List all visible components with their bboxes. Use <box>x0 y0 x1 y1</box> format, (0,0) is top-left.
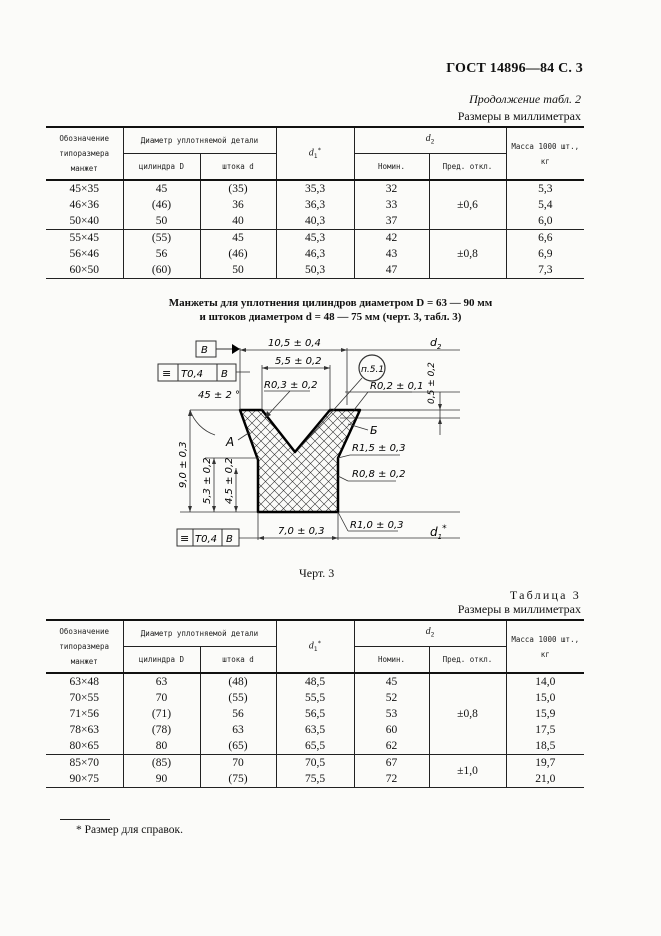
dim-r08: R0,8 ± 0,2 <box>352 469 406 480</box>
cell-d2: 52 <box>354 690 429 706</box>
dim-r15: R1,5 ± 0,3 <box>352 443 406 454</box>
cell-name: 90×75 <box>46 771 123 788</box>
cell-D: 80 <box>123 738 200 755</box>
cell-name: 80×65 <box>46 738 123 755</box>
col-diameter: Диаметр уплотняемой детали <box>123 620 276 647</box>
cell-d1: 70,5 <box>276 755 354 772</box>
cell-d: (35) <box>200 180 276 197</box>
col-d2: $d_2$ <box>354 620 506 647</box>
cell-dev: ±0,6 <box>429 180 506 230</box>
seal-cross-section-drawing <box>150 330 480 560</box>
cell-mass: 17,5 <box>506 722 584 738</box>
tol-val-top: Т0,4 <box>181 369 204 380</box>
cell-d1: 56,5 <box>276 706 354 722</box>
cell-d: 56 <box>200 706 276 722</box>
cell-D: 90 <box>123 771 200 788</box>
tol-ref-top: В <box>221 369 228 380</box>
col-diameter: Диаметр уплотняемой детали <box>123 127 276 154</box>
cell-mass: 5,4 <box>506 197 584 213</box>
cell-D: (85) <box>123 755 200 772</box>
table-row <box>46 180 584 197</box>
dim-d2: $d_2$ <box>430 336 442 351</box>
cell-dev: ±0,8 <box>429 230 506 279</box>
cell-mass: 21,0 <box>506 771 584 788</box>
table3-title: Таблица 3 <box>509 588 581 602</box>
cell-name: 46×36 <box>46 197 123 213</box>
cell-dev: ±0,8 <box>429 673 506 755</box>
col-cyl: цилиндра D <box>123 647 200 674</box>
cell-mass: 14,0 <box>506 673 584 690</box>
cell-d1: 48,5 <box>276 673 354 690</box>
cell-d2: 53 <box>354 706 429 722</box>
drawing-caption: Черт. 3 <box>299 566 335 580</box>
cell-d: (75) <box>200 771 276 788</box>
cell-dev: ±1,0 <box>429 755 506 788</box>
cell-name: 78×63 <box>46 722 123 738</box>
seal-profile <box>240 410 360 512</box>
col-designation: Обозначение типоразмера манжет <box>46 127 123 180</box>
col-d2: $d_2$ <box>354 127 506 154</box>
tol-sym-top: ≡ <box>162 367 172 380</box>
cell-D: (55) <box>123 230 200 247</box>
table-continuation-label: Продолжение табл. 2 <box>469 92 581 106</box>
cell-name: 60×50 <box>46 262 123 279</box>
table-row <box>46 755 584 772</box>
col-dev: Пред. откл. <box>429 154 506 181</box>
tol-ref-bottom: В <box>226 534 233 545</box>
cell-D: (71) <box>123 706 200 722</box>
col-nom: Номин. <box>354 647 429 674</box>
cell-d1: 45,3 <box>276 230 354 247</box>
col-mass: Масса 1000 шт., кг <box>506 127 584 180</box>
cell-d2: 43 <box>354 246 429 262</box>
cell-name: 85×70 <box>46 755 123 772</box>
cell-mass: 7,3 <box>506 262 584 279</box>
footnote-rule <box>60 819 110 820</box>
cell-d2: 62 <box>354 738 429 755</box>
col-nom: Номин. <box>354 154 429 181</box>
footnote: * Размер для справок. <box>76 824 183 836</box>
cell-D: 56 <box>123 246 200 262</box>
cell-d1: 55,5 <box>276 690 354 706</box>
table3-units: Размеры в миллиметрах <box>457 602 581 616</box>
cell-d1: 50,3 <box>276 262 354 279</box>
cell-d2: 60 <box>354 722 429 738</box>
table2-units: Размеры в миллиметрах <box>457 109 581 123</box>
cell-D: 70 <box>123 690 200 706</box>
cell-mass: 19,7 <box>506 755 584 772</box>
table-row <box>46 230 584 247</box>
cell-name: 56×46 <box>46 246 123 262</box>
cell-mass: 5,3 <box>506 180 584 197</box>
cell-d: (65) <box>200 738 276 755</box>
page-header: ГОСТ 14896—84 С. 3 <box>446 61 583 76</box>
section-caption-line1: Манжеты для уплотнения цилиндров диаметром D = 63 — 90 мм <box>168 297 493 309</box>
dim-r-top: R0,3 ± 0,2 <box>264 380 318 391</box>
dim-r-right: R0,2 ± 0,1 <box>370 381 424 392</box>
cell-D: (46) <box>123 197 200 213</box>
dim-width: 10,5 ± 0,4 <box>268 338 321 349</box>
cell-name: 71×56 <box>46 706 123 722</box>
cell-mass: 18,5 <box>506 738 584 755</box>
cell-D: (60) <box>123 262 200 279</box>
cell-D: 50 <box>123 213 200 230</box>
dim-h53: 5,3 ± 0,2 <box>202 457 213 504</box>
cell-d1: 63,5 <box>276 722 354 738</box>
cell-name: 63×48 <box>46 673 123 690</box>
cell-D: (78) <box>123 722 200 738</box>
cell-D: 45 <box>123 180 200 197</box>
cell-name: 70×55 <box>46 690 123 706</box>
cell-mass: 15,9 <box>506 706 584 722</box>
cell-d: (46) <box>200 246 276 262</box>
cell-d: 50 <box>200 262 276 279</box>
dim-angle: 45 ± 2 ° <box>198 390 241 401</box>
cell-mass: 6,9 <box>506 246 584 262</box>
cell-d: (55) <box>200 690 276 706</box>
cell-d2: 45 <box>354 673 429 690</box>
cell-d1: 40,3 <box>276 213 354 230</box>
datum-label: В <box>201 345 208 356</box>
cell-d1: 35,3 <box>276 180 354 197</box>
cell-d: 70 <box>200 755 276 772</box>
dim-h9: 9,0 ± 0,3 <box>178 441 189 488</box>
cell-mass: 15,0 <box>506 690 584 706</box>
col-d1: $d_1^*$ <box>276 620 354 673</box>
tol-sym-bottom: ≡ <box>180 532 190 545</box>
dim-small: 0,5 ± 0,2 <box>427 362 437 404</box>
dim-r10: R1,0 ± 0,3 <box>350 520 404 531</box>
cell-d: 45 <box>200 230 276 247</box>
col-d1: $d_1^*$ <box>276 127 354 180</box>
col-cyl: цилиндра D <box>123 154 200 181</box>
cell-d: (48) <box>200 673 276 690</box>
cell-d1: 36,3 <box>276 197 354 213</box>
cell-d2: 67 <box>354 755 429 772</box>
cell-d: 40 <box>200 213 276 230</box>
table-2 <box>46 126 584 279</box>
section-caption-line2: и штоков диаметром d = 48 — 75 мм (черт. 3, табл. 3) <box>199 311 462 323</box>
tol-val-bottom: Т0,4 <box>195 534 218 545</box>
cell-name: 55×45 <box>46 230 123 247</box>
col-dev: Пред. откл. <box>429 647 506 674</box>
cell-d1: 75,5 <box>276 771 354 788</box>
cell-d2: 42 <box>354 230 429 247</box>
cell-d2: 47 <box>354 262 429 279</box>
cell-d1: 65,5 <box>276 738 354 755</box>
cell-D: 63 <box>123 673 200 690</box>
dim-w7: 7,0 ± 0,3 <box>278 526 325 537</box>
cell-d: 36 <box>200 197 276 213</box>
cell-d2: 72 <box>354 771 429 788</box>
cell-d2: 37 <box>354 213 429 230</box>
cell-mass: 6,6 <box>506 230 584 247</box>
cell-name: 45×35 <box>46 180 123 197</box>
col-mass: Масса 1000 шт., кг <box>506 620 584 673</box>
cell-d2: 33 <box>354 197 429 213</box>
dim-h45: 4,5 ± 0,2 <box>224 457 235 504</box>
table-3 <box>46 619 584 788</box>
label-B: Б <box>370 424 378 437</box>
col-designation: Обозначение типоразмера манжет <box>46 620 123 673</box>
dim-top: 5,5 ± 0,2 <box>275 356 322 367</box>
cell-d: 63 <box>200 722 276 738</box>
cell-d1: 46,3 <box>276 246 354 262</box>
table-row <box>46 673 584 690</box>
detail-callout: п.5.1 <box>361 365 385 375</box>
cell-mass: 6,0 <box>506 213 584 230</box>
label-A: А <box>226 435 235 449</box>
col-rod: штока d <box>200 154 276 181</box>
cell-d2: 32 <box>354 180 429 197</box>
col-rod: штока d <box>200 647 276 674</box>
cell-name: 50×40 <box>46 213 123 230</box>
dim-d1: $d_1^*$ <box>430 524 447 541</box>
